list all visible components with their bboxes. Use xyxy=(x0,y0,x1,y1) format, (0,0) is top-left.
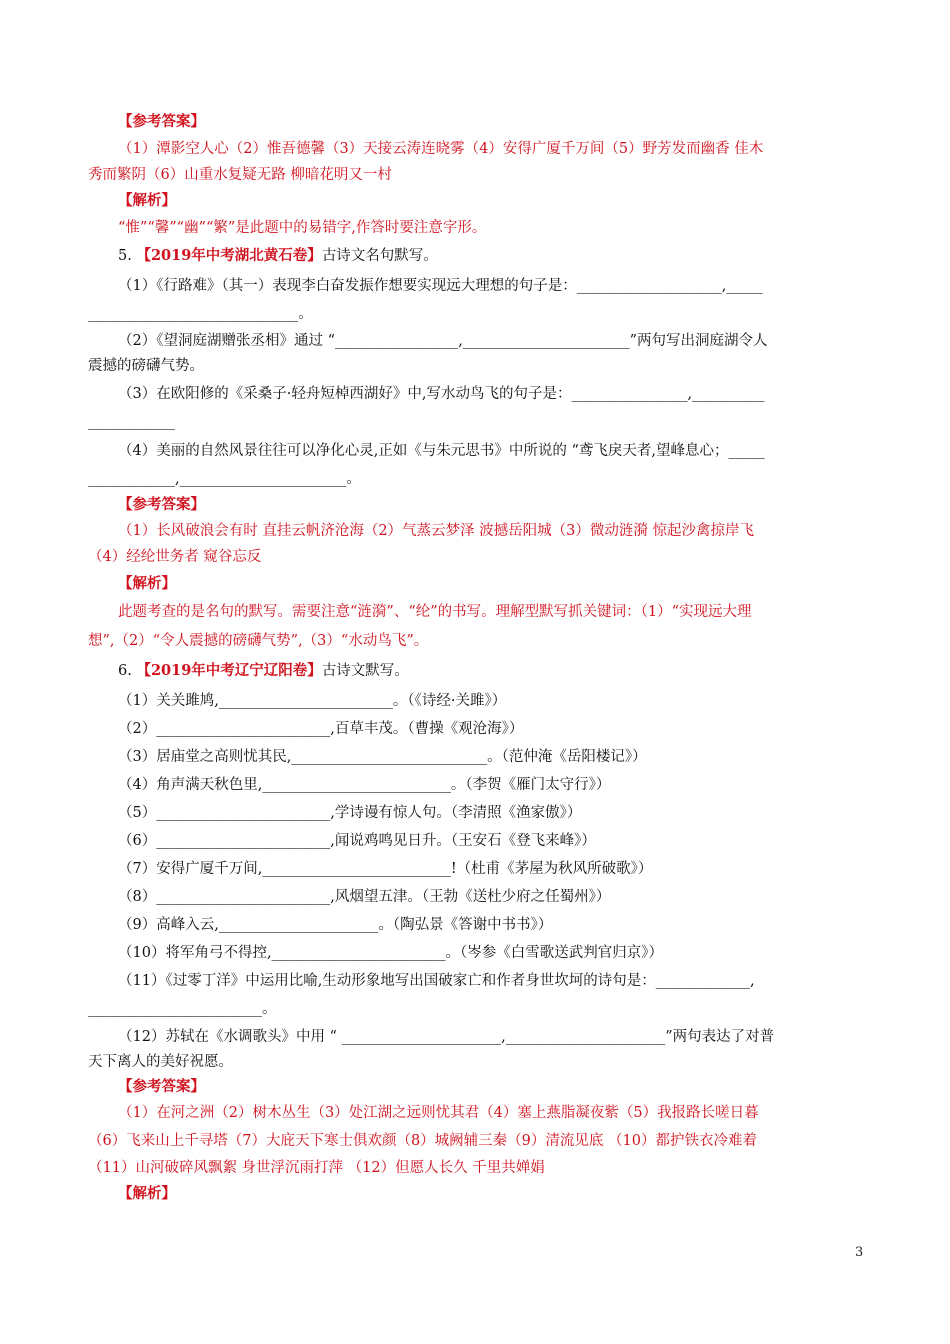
answer-text-6-line1: （1）在河之洲（2）树木丛生（3）处江湖之远则忧其君（4）塞上燕脂凝夜紫（5）我报路长嗟日暮 xyxy=(118,1105,759,1121)
q5-item1-line1: （1）《行路难》（其一）表现李白奋发振作想要实现远大理想的句子是：____________________,_____ xyxy=(118,278,763,294)
answer-text-1-line2: 秀而繁阴（6）山重水复疑无路 柳暗花明又一村 xyxy=(88,167,392,183)
q6-item: （10）将军角弓不得控,________________________。（岑参《白雪歌送武判官归京》） xyxy=(118,945,664,961)
answer-text-6-line2: （6）飞来山上千寻塔（7）大庇天下寒士俱欢颜（8）城阙辅三秦（9）清流见底 （10）都护铁衣冷难着 xyxy=(88,1133,757,1149)
q6-item: （7）安得广厦千万间,__________________________!（杜甫《茅屋为秋风所破歌》） xyxy=(118,861,653,877)
q6-item: （3）居庙堂之高则忧其民,___________________________。（范仲淹《岳阳楼记》） xyxy=(118,749,647,765)
q6-item: （2）________________________,百草丰茂。（曹操《观沧海》） xyxy=(118,721,524,737)
answer-label-1: 【参考答案】 xyxy=(118,113,205,130)
q6-item12-line1: （12）苏轼在《水调歌头》中用 “ ______________________,______________________”两句表达了对普 xyxy=(118,1029,775,1045)
answer-text-5-line1: （1）长风破浪会有时 直挂云帆济沧海（2）气蒸云梦泽 波撼岳阳城（3）微动涟漪 惊起沙禽掠岸飞 xyxy=(118,523,754,539)
answer-label-5: 【参考答案】 xyxy=(118,496,205,513)
page-number: 3 xyxy=(855,1245,864,1260)
question-5-heading xyxy=(118,246,438,266)
analysis-label-5: 【解析】 xyxy=(118,575,176,592)
q6-item11-line2: ________________________。 xyxy=(88,1001,277,1017)
q5-item2-line1: （2）《望洞庭湖赠张丞相》通过 “_________________,_______________________”两句写出洞庭湖令人 xyxy=(118,333,768,349)
analysis-text-5-line1: 此题考查的是名句的默写。需要注意“涟漪”、“纶”的书写。理解型默写抓关键词：（1）“实现远大理 xyxy=(118,604,752,620)
answer-text-1-line1: （1）潭影空人心（2）惟吾德馨（3）天接云涛连晓雾（4）安得广厦千万间（5）野芳发而幽香 佳木 xyxy=(118,141,764,157)
question-6-source: 【2019年中考辽宁辽阳卷】 xyxy=(136,662,322,679)
q5-item1-line2: _____________________________。 xyxy=(88,306,313,322)
analysis-text-5-line2: 想”,（2）“令人震撼的磅礴气势”,（3）“水动鸟飞”。 xyxy=(88,633,429,649)
answer-text-5-line2: （4）经纶世务者 窥谷忘反 xyxy=(88,549,262,565)
q6-item11-line1: （11）《过零丁洋》中运用比喻,生动形象地写出国破家亡和作者身世坎坷的诗句是：_____________, xyxy=(118,973,755,989)
answer-text-6-line3: （11）山河破碎风飘絮 身世浮沉雨打萍 （12）但愿人长久 千里共婵娟 xyxy=(88,1160,545,1176)
q5-item3-line2: ____________ xyxy=(88,414,175,430)
q6-item12-line2: 天下离人的美好祝愿。 xyxy=(88,1054,233,1070)
q6-item: （9）高峰入云,______________________。（陶弘景《答谢中书书》） xyxy=(118,917,553,933)
q6-item: （8）________________________,风烟望五津。（王勃《送杜少府之任蜀州》） xyxy=(118,889,611,905)
answer-label-6: 【参考答案】 xyxy=(118,1078,205,1095)
question-6-number: 6. xyxy=(118,663,132,679)
question-6-title: 古诗文默写。 xyxy=(321,663,409,679)
q5-item4-line1: （4）美丽的自然风景往往可以净化心灵,正如《与朱元思书》中所说的 “鸢飞戾天者,望峰息心；_____ xyxy=(118,443,765,459)
analysis-label-1: 【解析】 xyxy=(118,192,176,209)
question-5-title: 古诗文名句默写。 xyxy=(321,248,438,264)
q6-item: （5）________________________,学诗谩有惊人句。（李清照《渔家傲》） xyxy=(118,805,582,821)
question-5-number: 5. xyxy=(118,248,132,264)
analysis-text-1: “惟”“馨”“幽”“繁”是此题中的易错字,作答时要注意字形。 xyxy=(118,220,487,236)
question-5-source: 【2019年中考湖北黄石卷】 xyxy=(136,247,322,264)
analysis-label-6: 【解析】 xyxy=(118,1185,176,1202)
q6-item: （1）关关雎鸠,________________________。（《诗经·关雎》） xyxy=(118,693,507,709)
q5-item3-line1: （3）在欧阳修的《采桑子·轻舟短棹西湖好》中,写水动鸟飞的句子是：________________,__________ xyxy=(118,386,765,402)
q6-item: （6）________________________,闻说鸡鸣见日升。（王安石《登飞来峰》） xyxy=(118,833,596,849)
q6-item: （4）角声满天秋色里,__________________________。（李贺《雁门太守行》） xyxy=(118,777,611,793)
question-6-heading xyxy=(118,661,409,681)
q5-item2-line2: 震撼的磅礴气势。 xyxy=(88,358,204,374)
q5-item4-line2: ____________,_______________________。 xyxy=(88,471,361,487)
